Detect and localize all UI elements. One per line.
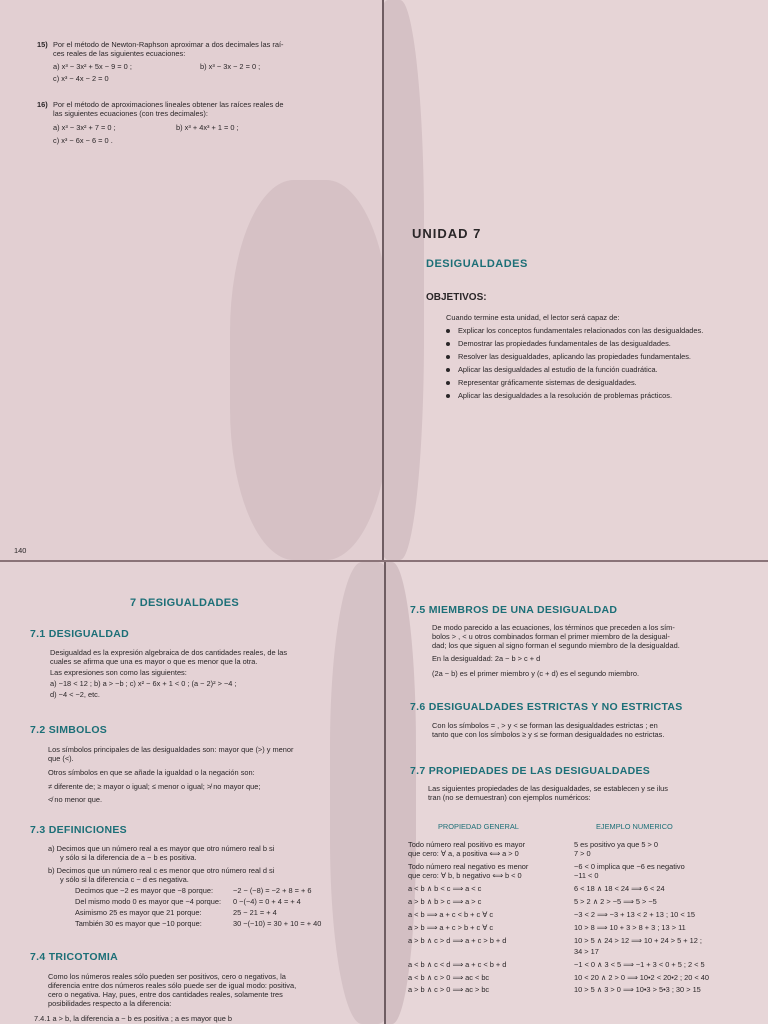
section-7-2-title: 7.2 SIMBOLOS <box>30 724 108 736</box>
objective-item: Aplicar las desigualdades a la resolución de problemas prácticos. <box>446 391 672 400</box>
property-example: −11 < 0 <box>574 871 599 880</box>
property-general: que cero: ∀ a, a positiva ⟺ a > 0 <box>408 849 519 858</box>
section-7-2-text: Otros símbolos en que se añade la igualdad o la negación son: <box>48 768 255 777</box>
property-example: 10 > 5 ∧ 24 > 12 ⟹ 10 + 24 > 5 + 12 ; <box>574 936 702 945</box>
bullet-icon <box>446 342 450 346</box>
property-general: a < b ∧ c < d ⟹ a + c < b + d <box>408 960 507 969</box>
definition-b: b) Decimos que un número real c es menor que otro número real d si <box>48 866 275 875</box>
section-7-4-text: Como los números reales sólo pueden ser positivos, cero o negativos, la <box>48 972 286 981</box>
definition-a: y sólo si la diferencia de a − b es positiva. <box>60 853 197 862</box>
section-7-1-text: cuales se afirma que una es mayor o que es menor que la otra. <box>50 657 258 666</box>
exercise-16-b: b) x³ + 4x³ + 1 = 0 ; <box>176 123 239 132</box>
bullet-icon <box>446 329 450 333</box>
section-7-5-text: dad; los que siguen al signo forman el segundo miembro de la desigualdad. <box>432 641 680 650</box>
section-7-1-title: 7.1 DESIGUALDAD <box>30 628 130 640</box>
property-general: a > b ∧ b > c ⟹ a > c <box>408 897 482 906</box>
unit-title: UNIDAD 7 <box>412 226 482 241</box>
section-7-5-example: En la desigualdad: 2a − b > c + d <box>432 654 541 663</box>
objective-item: Resolver las desigualdades, aplicando las propiedades fundamentales. <box>446 352 691 361</box>
objective-item: Representar gráficamente sistemas de desigualdades. <box>446 378 637 387</box>
objective-item: Demostrar las propiedades fundamentales de las desigualdades. <box>446 339 671 348</box>
property-general: a > b ∧ c > 0 ⟹ ac > bc <box>408 985 490 994</box>
property-example: 6 < 18 ∧ 18 < 24 ⟹ 6 < 24 <box>574 884 665 893</box>
definition-example-label: Asimismo 25 es mayor que 21 porque: <box>75 908 202 917</box>
section-7-4-text: posibilidades respecto a la diferencia: <box>48 999 172 1008</box>
section-7-1-text: Desigualdad es la expresión algebraica de dos cantidades reales, de las <box>50 648 288 657</box>
objective-item: Aplicar las desigualdades al estudio de la función cuadrática. <box>446 365 658 374</box>
bullet-icon <box>446 355 450 359</box>
property-general: que cero: ∀ b, b negativo ⟺ b < 0 <box>408 871 522 880</box>
exercise-15-text: Por el método de Newton-Raphson aproximar a dos decimales las raí- <box>53 40 284 49</box>
section-7-2-text: que (<). <box>48 754 74 763</box>
exercise-15-b: b) x³ − 3x − 2 = 0 ; <box>200 62 261 71</box>
definition-example-value: 25 − 21 = + 4 <box>233 908 277 917</box>
exercise-16-c: c) x³ − 6x − 6 = 0 . <box>53 136 113 145</box>
properties-page <box>386 562 768 1024</box>
unit-subtitle: DESIGUALDADES <box>426 258 528 270</box>
gutter <box>382 0 384 560</box>
exercise-15-a: a) x³ − 3x² + 5x − 9 = 0 ; <box>53 62 132 71</box>
section-7-6-title: 7.6 DESIGUALDADES ESTRICTAS Y NO ESTRICTAS <box>410 701 683 713</box>
property-example: 5 > 2 ∧ 2 > −5 ⟹ 5 > −5 <box>574 897 657 906</box>
property-general: a > b ⟹ a + c > b + c ∀ c <box>408 923 494 932</box>
section-7-4-title: 7.4 TRICOTOMIA <box>30 951 119 963</box>
property-general: a < b ∧ b < c ⟹ a < c <box>408 884 482 893</box>
property-example: −3 < 2 ⟹ −3 + 13 < 2 + 13 ; 10 < 15 <box>574 910 695 919</box>
definition-example-value: 30 −(−10) = 30 + 10 = + 40 <box>233 919 322 928</box>
property-example: 10 < 20 ∧ 2 > 0 ⟹ 10•2 < 20•2 ; 20 < 40 <box>574 973 710 982</box>
exercise-16-text-2: las siguientes ecuaciones (con tres decimales): <box>53 109 208 118</box>
section-7-7-text: tran (no se demuestran) con ejemplos numéricos: <box>428 793 591 802</box>
exercise-15-number: 15) <box>37 40 48 49</box>
definition-example-label: Decimos que −2 es mayor que −8 porque: <box>75 886 214 895</box>
property-example: 10 > 8 ⟹ 10 + 3 > 8 + 3 ; 13 > 11 <box>574 923 686 932</box>
section-7-5-text: bolos > , < u otros combinados forman el primer miembro de la desigual- <box>432 632 670 641</box>
definition-example-value: −2 − (−8) = −2 + 8 = + 6 <box>233 886 312 895</box>
unit-7-page <box>384 0 768 560</box>
definition-a: a) Decimos que un número real a es mayor que otro número real b si <box>48 844 275 853</box>
column-header-example: EJEMPLO NUMERICO <box>596 822 673 831</box>
exercise-15-c: c) x³ − 4x − 2 = 0 <box>53 74 109 83</box>
section-7-2-symbols: ≮ no menor que. <box>48 795 103 804</box>
exercise-16-number: 16) <box>37 100 48 109</box>
gutter <box>384 562 386 1024</box>
section-7-7-text: Las siguientes propiedades de las desigualdades, se establecen y se ilus <box>428 784 668 793</box>
section-7-6-text: tanto que con los símbolos ≥ y ≤ se forman desigualdades no estrictas. <box>432 730 665 739</box>
exercise-16-text: Por el método de aproximaciones lineales obtener las raíces reales de <box>53 100 284 109</box>
page-number: 140 <box>14 546 27 555</box>
property-example: 34 > 17 <box>574 947 599 956</box>
property-general: Todo número real negativo es menor <box>408 862 529 871</box>
section-7-2-symbols: ≠ diferente de; ≥ mayor o igual; ≤ menor o igual; ≯ no mayor que; <box>48 782 261 791</box>
section-7-2-text: Los símbolos principales de las desigualdades son: mayor que (>) y menor <box>48 745 294 754</box>
section-7-1-examples: d) −4 < −2, etc. <box>50 690 100 699</box>
objective-item: Explicar los conceptos fundamentales relacionados con las desigualdades. <box>446 326 703 335</box>
definition-example-label: También 30 es mayor que −10 porque: <box>75 919 202 928</box>
section-7-1-examples: a) −18 < 12 ; b) a > −b ; c) x² − 6x + 1 < 0 ; (a − 2)² > −4 ; <box>50 679 237 688</box>
property-example: 7 > 0 <box>574 849 591 858</box>
section-7-6-text: Con los símbolos = , > y < se forman las desigualdades estrictas ; en <box>432 721 658 730</box>
definition-example-value: 0 −(−4) = 0 + 4 = + 4 <box>233 897 301 906</box>
section-7-5-text: (2a − b) es el primer miembro y (c + d) es el segundo miembro. <box>432 669 640 678</box>
property-example: −1 < 0 ∧ 3 < 5 ⟹ −1 + 3 < 0 + 5 ; 2 < 5 <box>574 960 705 969</box>
exercise-15-text-2: ces reales de las siguientes ecuaciones: <box>53 49 186 58</box>
objectives-intro: Cuando termine esta unidad, el lector será capaz de: <box>446 313 620 322</box>
property-example: 5 es positivo ya que 5 > 0 <box>574 840 659 849</box>
objectives-label: OBJETIVOS: <box>426 292 487 303</box>
section-7-1-text: Las expresiones son como las siguientes: <box>50 668 187 677</box>
section-7-5-text: De modo parecido a las ecuaciones, los términos que preceden a los sím- <box>432 623 675 632</box>
section-7-3-title: 7.3 DEFINICIONES <box>30 824 127 836</box>
property-example: 10 > 5 ∧ 3 > 0 ⟹ 10•3 > 5•3 ; 30 > 15 <box>574 985 701 994</box>
chapter-7-page <box>0 562 384 1024</box>
bullet-icon <box>446 381 450 385</box>
property-general: a < b ∧ c > 0 ⟹ ac < bc <box>408 973 490 982</box>
page-140 <box>0 0 382 560</box>
definition-b: y sólo si la diferencia c − d es negativa. <box>60 875 189 884</box>
property-example: −6 < 0 implica que −6 es negativo <box>574 862 685 871</box>
exercise-16-a: a) x³ − 3x² + 7 = 0 ; <box>53 123 116 132</box>
property-general: a < b ⟹ a + c < b + c ∀ c <box>408 910 494 919</box>
section-7-5-title: 7.5 MIEMBROS DE UNA DESIGUALDAD <box>410 604 618 616</box>
column-header-property: PROPIEDAD GENERAL <box>438 822 519 831</box>
property-general: Todo número real positivo es mayor <box>408 840 526 849</box>
section-7-4-text: diferencia entre dos números reales sólo puede ser de igual modo: positiva, <box>48 981 297 990</box>
section-7-4-1: 7.4.1 a > b, la diferencia a − b es positiva ; a es mayor que b <box>34 1014 233 1023</box>
chapter-heading: 7 DESIGUALDADES <box>130 597 240 609</box>
property-general: a > b ∧ c > d ⟹ a + c > b + d <box>408 936 507 945</box>
definition-example-label: Del mismo modo 0 es mayor que −4 porque: <box>75 897 222 906</box>
bullet-icon <box>446 394 450 398</box>
bullet-icon <box>446 368 450 372</box>
section-7-4-text: cero o negativa. Hay, pues, entre dos cantidades reales, solamente tres <box>48 990 283 999</box>
section-7-7-title: 7.7 PROPIEDADES DE LAS DESIGUALDADES <box>410 765 651 777</box>
